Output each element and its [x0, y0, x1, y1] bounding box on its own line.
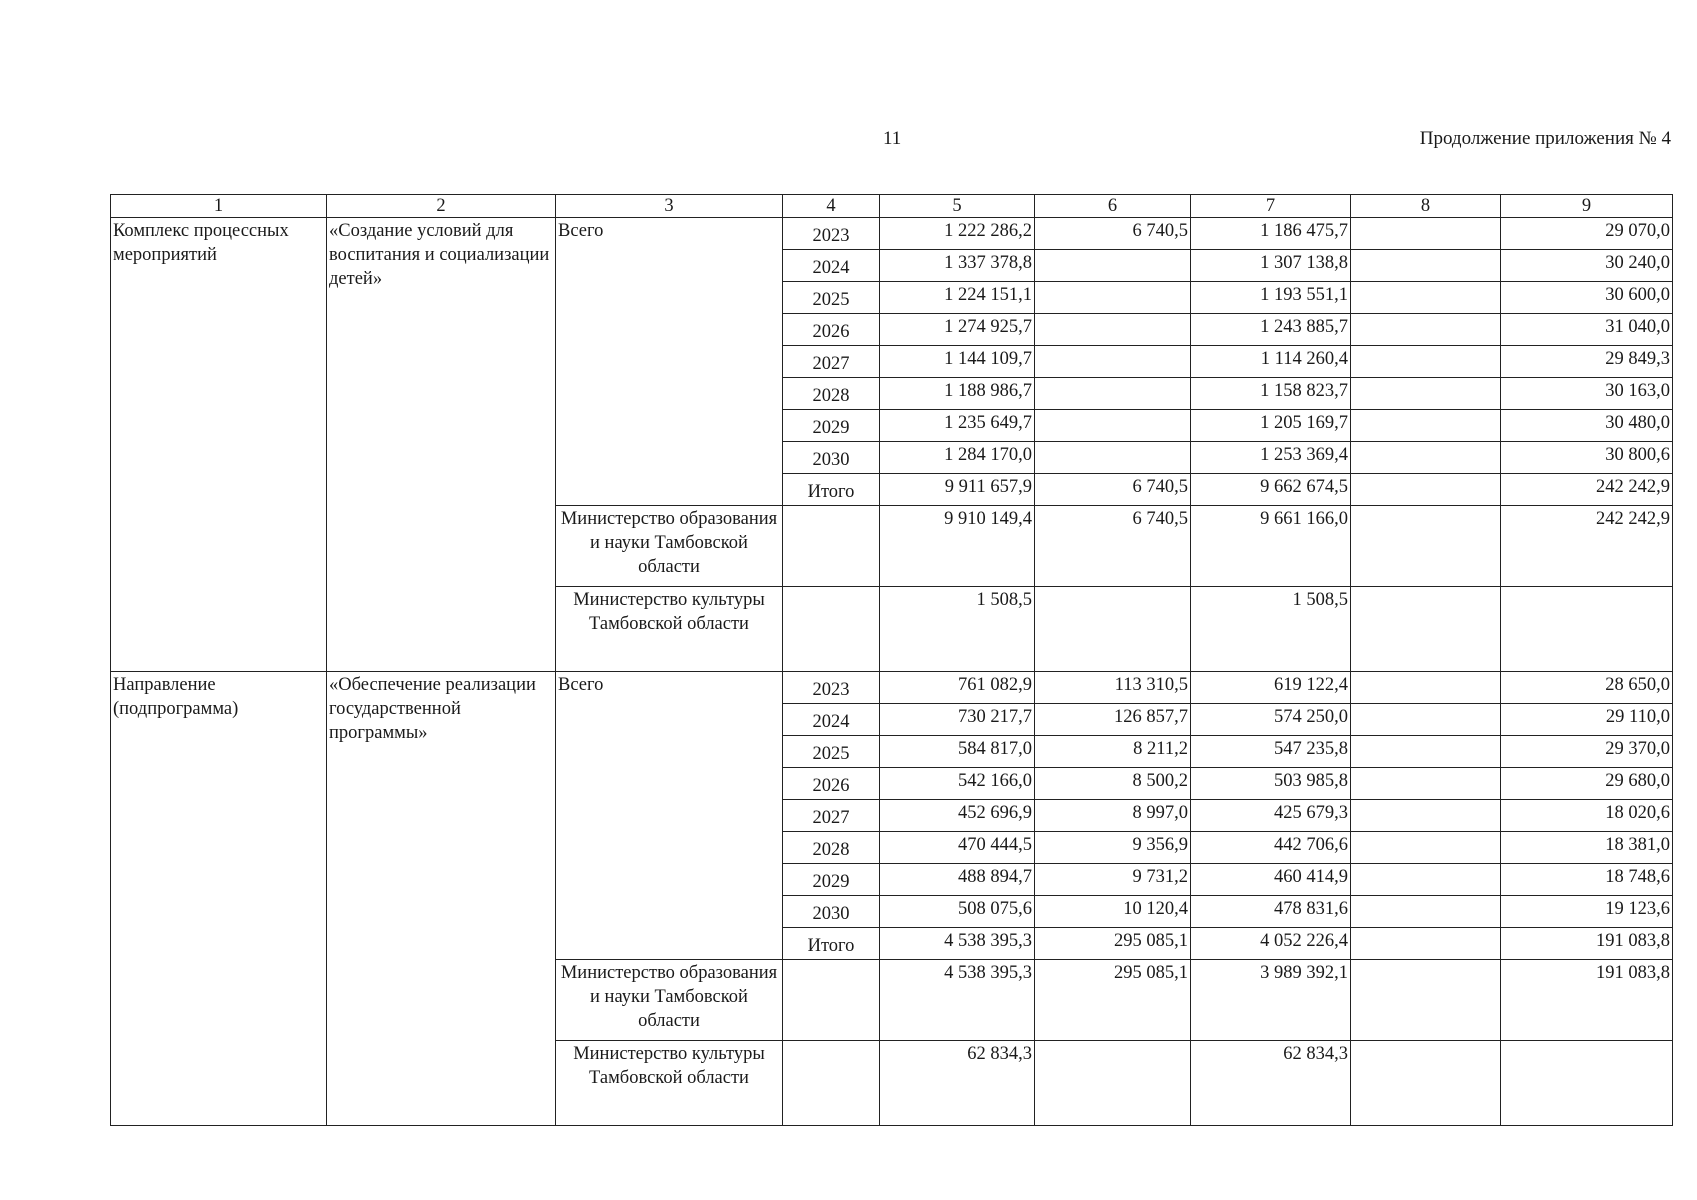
value-col-8	[1351, 314, 1501, 346]
value-col-6: 10 120,4	[1035, 896, 1191, 928]
row-type: Комплекс процессных мероприятий	[111, 218, 327, 672]
budget-table	[110, 194, 1673, 1126]
value-col-8	[1351, 506, 1501, 587]
value-col-7: 1 243 885,7	[1191, 314, 1351, 346]
value-col-7: 547 235,8	[1191, 736, 1351, 768]
value-col-8	[1351, 442, 1501, 474]
year-cell-empty	[783, 960, 880, 1041]
value-col-9: 29 849,3	[1501, 346, 1673, 378]
row-name: «Обеспечение реализации государственной программы»	[327, 672, 556, 1126]
total-label: Всего	[556, 672, 783, 960]
value-col-5: 1 274 925,7	[880, 314, 1035, 346]
value-col-7: 1 158 823,7	[1191, 378, 1351, 410]
value-col-5: 9 910 149,4	[880, 506, 1035, 587]
page-number: 11	[883, 128, 902, 149]
value-col-7: 460 414,9	[1191, 864, 1351, 896]
org-name: Министерство образования и науки Тамбовской области	[556, 506, 783, 587]
value-col-5: 1 337 378,8	[880, 250, 1035, 282]
value-col-8	[1351, 587, 1501, 672]
value-col-7: 442 706,6	[1191, 832, 1351, 864]
value-col-9: 191 083,8	[1501, 960, 1673, 1041]
value-col-9: 18 020,6	[1501, 800, 1673, 832]
value-col-6	[1035, 378, 1191, 410]
value-col-7: 503 985,8	[1191, 768, 1351, 800]
value-col-5: 4 538 395,3	[880, 928, 1035, 960]
year-cell: 2025	[783, 282, 880, 314]
value-col-9: 30 240,0	[1501, 250, 1673, 282]
value-col-5: 470 444,5	[880, 832, 1035, 864]
year-cell: 2024	[783, 704, 880, 736]
value-col-5: 9 911 657,9	[880, 474, 1035, 506]
value-col-5: 761 082,9	[880, 672, 1035, 704]
value-col-6: 295 085,1	[1035, 928, 1191, 960]
value-col-6: 8 211,2	[1035, 736, 1191, 768]
value-col-9: 242 242,9	[1501, 474, 1673, 506]
value-col-8	[1351, 346, 1501, 378]
value-col-9: 18 381,0	[1501, 832, 1673, 864]
value-col-8	[1351, 250, 1501, 282]
year-cell-empty	[783, 1041, 880, 1126]
value-col-9: 29 370,0	[1501, 736, 1673, 768]
value-col-7: 4 052 226,4	[1191, 928, 1351, 960]
value-col-5: 1 144 109,7	[880, 346, 1035, 378]
column-number: 3	[556, 195, 783, 218]
value-col-9: 30 600,0	[1501, 282, 1673, 314]
year-cell: 2030	[783, 442, 880, 474]
value-col-9: 18 748,6	[1501, 864, 1673, 896]
value-col-6	[1035, 282, 1191, 314]
section-process-measures	[111, 218, 1673, 672]
column-number: 4	[783, 195, 880, 218]
value-col-6: 9 356,9	[1035, 832, 1191, 864]
value-col-8	[1351, 218, 1501, 250]
value-col-5: 1 284 170,0	[880, 442, 1035, 474]
value-col-6: 113 310,5	[1035, 672, 1191, 704]
year-cell: 2026	[783, 314, 880, 346]
year-cell: 2023	[783, 672, 880, 704]
value-col-8	[1351, 832, 1501, 864]
value-col-6	[1035, 346, 1191, 378]
value-col-7: 9 661 166,0	[1191, 506, 1351, 587]
value-col-8	[1351, 378, 1501, 410]
value-col-7: 1 508,5	[1191, 587, 1351, 672]
value-col-8	[1351, 800, 1501, 832]
value-col-5: 1 235 649,7	[880, 410, 1035, 442]
value-col-5: 508 075,6	[880, 896, 1035, 928]
column-number: 1	[111, 195, 327, 218]
value-col-8	[1351, 282, 1501, 314]
value-col-6: 6 740,5	[1035, 218, 1191, 250]
value-col-5: 452 696,9	[880, 800, 1035, 832]
value-col-9: 29 110,0	[1501, 704, 1673, 736]
value-col-9: 29 680,0	[1501, 768, 1673, 800]
value-col-6: 8 997,0	[1035, 800, 1191, 832]
value-col-6	[1035, 250, 1191, 282]
value-col-8	[1351, 1041, 1501, 1126]
value-col-7: 1 307 138,8	[1191, 250, 1351, 282]
value-col-9	[1501, 587, 1673, 672]
year-cell: 2029	[783, 410, 880, 442]
table-row	[111, 672, 1673, 704]
value-col-5: 1 188 986,7	[880, 378, 1035, 410]
year-cell: 2027	[783, 800, 880, 832]
value-col-8	[1351, 410, 1501, 442]
value-col-7: 425 679,3	[1191, 800, 1351, 832]
year-cell: 2024	[783, 250, 880, 282]
value-col-5: 730 217,7	[880, 704, 1035, 736]
value-col-6	[1035, 1041, 1191, 1126]
value-col-6: 6 740,5	[1035, 474, 1191, 506]
org-name: Министерство культуры Тамбовской области	[556, 1041, 783, 1126]
value-col-9: 242 242,9	[1501, 506, 1673, 587]
year-cell-empty	[783, 587, 880, 672]
value-col-7: 478 831,6	[1191, 896, 1351, 928]
year-cell: 2029	[783, 864, 880, 896]
value-col-8	[1351, 736, 1501, 768]
value-col-6	[1035, 442, 1191, 474]
value-col-8	[1351, 864, 1501, 896]
value-col-9: 19 123,6	[1501, 896, 1673, 928]
value-col-5: 542 166,0	[880, 768, 1035, 800]
value-col-7: 62 834,3	[1191, 1041, 1351, 1126]
value-col-7: 3 989 392,1	[1191, 960, 1351, 1041]
annex-caption: Продолжение приложения № 4	[1419, 128, 1671, 149]
value-col-5: 1 508,5	[880, 587, 1035, 672]
value-col-6: 9 731,2	[1035, 864, 1191, 896]
value-col-7: 1 253 369,4	[1191, 442, 1351, 474]
org-name: Министерство культуры Тамбовской области	[556, 587, 783, 672]
value-col-9	[1501, 1041, 1673, 1126]
value-col-6: 8 500,2	[1035, 768, 1191, 800]
column-number: 2	[327, 195, 556, 218]
value-col-6	[1035, 410, 1191, 442]
value-col-5: 4 538 395,3	[880, 960, 1035, 1041]
value-col-7: 1 205 169,7	[1191, 410, 1351, 442]
value-col-9: 30 163,0	[1501, 378, 1673, 410]
year-cell: 2028	[783, 832, 880, 864]
column-number: 6	[1035, 195, 1191, 218]
column-number: 5	[880, 195, 1035, 218]
row-name: «Создание условий для воспитания и социализации детей»	[327, 218, 556, 672]
year-cell: 2030	[783, 896, 880, 928]
value-col-7: 574 250,0	[1191, 704, 1351, 736]
year-cell: 2028	[783, 378, 880, 410]
value-col-6	[1035, 587, 1191, 672]
value-col-9: 29 070,0	[1501, 218, 1673, 250]
total-label: Всего	[556, 218, 783, 506]
value-col-8	[1351, 704, 1501, 736]
year-cell: 2025	[783, 736, 880, 768]
year-cell: Итого	[783, 928, 880, 960]
section-subprogram	[111, 672, 1673, 1126]
value-col-8	[1351, 896, 1501, 928]
value-col-5: 62 834,3	[880, 1041, 1035, 1126]
column-number: 8	[1351, 195, 1501, 218]
value-col-6	[1035, 314, 1191, 346]
value-col-8	[1351, 960, 1501, 1041]
value-col-5: 1 224 151,1	[880, 282, 1035, 314]
year-cell-empty	[783, 506, 880, 587]
year-cell: 2026	[783, 768, 880, 800]
value-col-7: 619 122,4	[1191, 672, 1351, 704]
value-col-5: 584 817,0	[880, 736, 1035, 768]
value-col-8	[1351, 672, 1501, 704]
value-col-9: 28 650,0	[1501, 672, 1673, 704]
value-col-7: 9 662 674,5	[1191, 474, 1351, 506]
value-col-9: 30 800,6	[1501, 442, 1673, 474]
value-col-9: 191 083,8	[1501, 928, 1673, 960]
year-cell: Итого	[783, 474, 880, 506]
value-col-8	[1351, 474, 1501, 506]
row-type: Направление (подпрограмма)	[111, 672, 327, 1126]
value-col-5: 488 894,7	[880, 864, 1035, 896]
column-number-row	[111, 195, 1673, 218]
value-col-9: 30 480,0	[1501, 410, 1673, 442]
column-number: 9	[1501, 195, 1673, 218]
value-col-7: 1 193 551,1	[1191, 282, 1351, 314]
value-col-6: 126 857,7	[1035, 704, 1191, 736]
org-name: Министерство образования и науки Тамбовской области	[556, 960, 783, 1041]
year-cell: 2027	[783, 346, 880, 378]
table-row	[111, 218, 1673, 250]
value-col-5: 1 222 286,2	[880, 218, 1035, 250]
value-col-6: 6 740,5	[1035, 506, 1191, 587]
value-col-7: 1 186 475,7	[1191, 218, 1351, 250]
year-cell: 2023	[783, 218, 880, 250]
value-col-8	[1351, 768, 1501, 800]
column-number: 7	[1191, 195, 1351, 218]
value-col-6: 295 085,1	[1035, 960, 1191, 1041]
value-col-9: 31 040,0	[1501, 314, 1673, 346]
value-col-7: 1 114 260,4	[1191, 346, 1351, 378]
value-col-8	[1351, 928, 1501, 960]
